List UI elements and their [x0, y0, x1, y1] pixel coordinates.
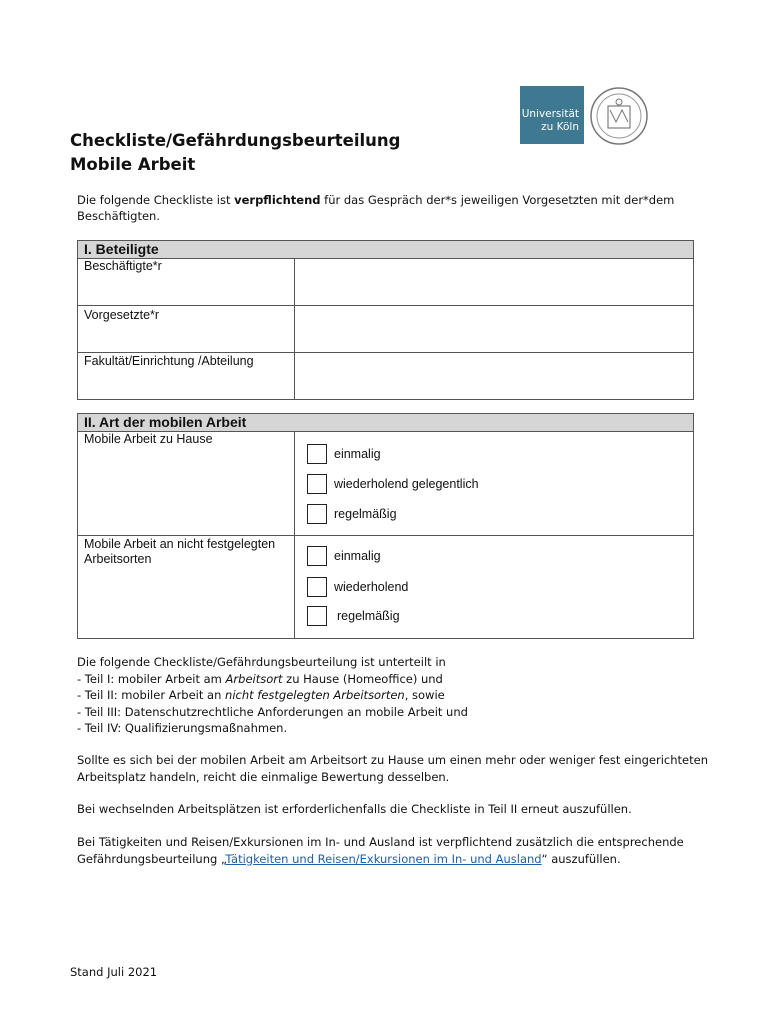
list-text: - Teil I: mobiler Arbeit am — [77, 671, 226, 686]
university-seal-icon — [586, 86, 652, 146]
structure-list — [77, 654, 707, 737]
option-wiederholend-gelegentlich[interactable] — [307, 474, 479, 494]
options-cell — [295, 536, 693, 638]
options-cell — [295, 432, 693, 535]
university-logo — [520, 86, 584, 144]
intro-post: für das Gespräch der*s jeweiligen Vorgesetzten mit der*dem Beschäftigten. — [77, 193, 675, 223]
option-wiederholend[interactable] — [307, 577, 408, 597]
list-text: - Teil II: mobiler Arbeit an — [77, 688, 226, 702]
table-row — [78, 259, 693, 305]
row-label: Vorgesetzte*r — [78, 306, 295, 352]
checkbox[interactable] — [307, 444, 327, 464]
checkbox[interactable] — [307, 577, 327, 597]
input-field-vorgesetzte[interactable] — [295, 306, 693, 352]
row-label: Mobile Arbeit an nicht festgelegten Arbeitsorten — [78, 536, 295, 638]
list-emphasis: Arbeitsort — [225, 671, 283, 686]
list-item — [77, 687, 707, 704]
intro-pre: Die folgende Checkliste ist — [77, 193, 235, 207]
option-label: regelmäßig — [334, 507, 397, 521]
table-row — [78, 352, 693, 399]
reisen-link[interactable]: Tätigkeiten und Reisen/Exkursionen im In- und Ausland — [225, 851, 542, 866]
logo-line-1: Universität — [521, 108, 579, 120]
input-field-beschaeftigte[interactable] — [295, 259, 693, 305]
list-item — [77, 671, 707, 688]
list-emphasis: nicht festgelegten Arbeitsorten — [225, 688, 405, 702]
section-heading: II. Art der mobilen Arbeit — [78, 414, 693, 432]
list-item: - Teil III: Datenschutzrechtliche Anforderungen an mobile Arbeit und — [77, 704, 468, 719]
option-label: regelmäßig — [337, 609, 400, 623]
checkbox[interactable] — [307, 474, 327, 494]
title-line-2: Mobile Arbeit — [70, 155, 196, 174]
row-label: Mobile Arbeit zu Hause — [78, 432, 295, 535]
paragraph-arbeitsort: Sollte es sich bei der mobilen Arbeit am Arbeitsort zu Hause um einen mehr oder weniger fest eingerichteten Arbeitsplatz handeln, reicht die einmalige Bewertung desselben. — [77, 753, 708, 784]
section-heading: I. Beteiligte — [78, 241, 693, 259]
footer-date: Stand Juli 2021 — [70, 965, 158, 979]
checkbox[interactable] — [307, 504, 327, 524]
option-regelmaessig[interactable] — [307, 504, 397, 524]
option-label: einmalig — [334, 549, 381, 563]
para3-post: “ auszufüllen. — [541, 851, 621, 866]
checkbox[interactable] — [307, 546, 327, 566]
checkbox[interactable] — [307, 606, 327, 626]
para3-pre: Bei Tätigkeiten und Reisen/Exkursionen im In- und Ausland ist verpflichtend zusätzlich die entsprechende Gefährdungsbeurteilung „ — [77, 835, 684, 866]
list-item: - Teil IV: Qualifizierungsmaßnahmen. — [77, 721, 288, 735]
paragraph-wechselnde-arbeitsplaetze: Bei wechselnden Arbeitsplätzen ist erforderlichenfalls die Checkliste in Teil II erneut auszufüllen. — [77, 802, 632, 816]
table-row — [78, 432, 693, 535]
table-art-mobile-arbeit — [77, 413, 694, 639]
intro-text — [77, 192, 697, 224]
option-einmalig[interactable] — [307, 444, 381, 464]
table-beteiligte — [77, 240, 694, 400]
list-intro: Die folgende Checkliste/Gefährdungsbeurteilung ist unterteilt in — [77, 655, 446, 669]
intro-bold: verpflichtend — [234, 193, 321, 207]
list-text: zu Hause (Homeoffice) und — [282, 671, 443, 686]
paragraph-reisen — [77, 834, 717, 867]
table-row — [78, 535, 693, 638]
option-label: wiederholend — [334, 580, 409, 594]
option-einmalig[interactable] — [307, 546, 381, 566]
logo-line-2: zu Köln — [541, 121, 579, 133]
list-text: , sowie — [404, 688, 445, 702]
input-field-fakultaet[interactable] — [295, 353, 693, 399]
option-regelmaessig[interactable] — [307, 606, 400, 626]
title-line-1: Checkliste/Gefährdungsbeurteilung — [70, 131, 401, 150]
row-label: Fakultät/Einrichtung /Abteilung — [78, 353, 295, 399]
page-title — [70, 129, 400, 177]
row-label: Beschäftigte*r — [78, 259, 295, 305]
option-label: einmalig — [334, 447, 381, 461]
table-row — [78, 305, 693, 352]
option-label: wiederholend gelegentlich — [334, 477, 479, 491]
